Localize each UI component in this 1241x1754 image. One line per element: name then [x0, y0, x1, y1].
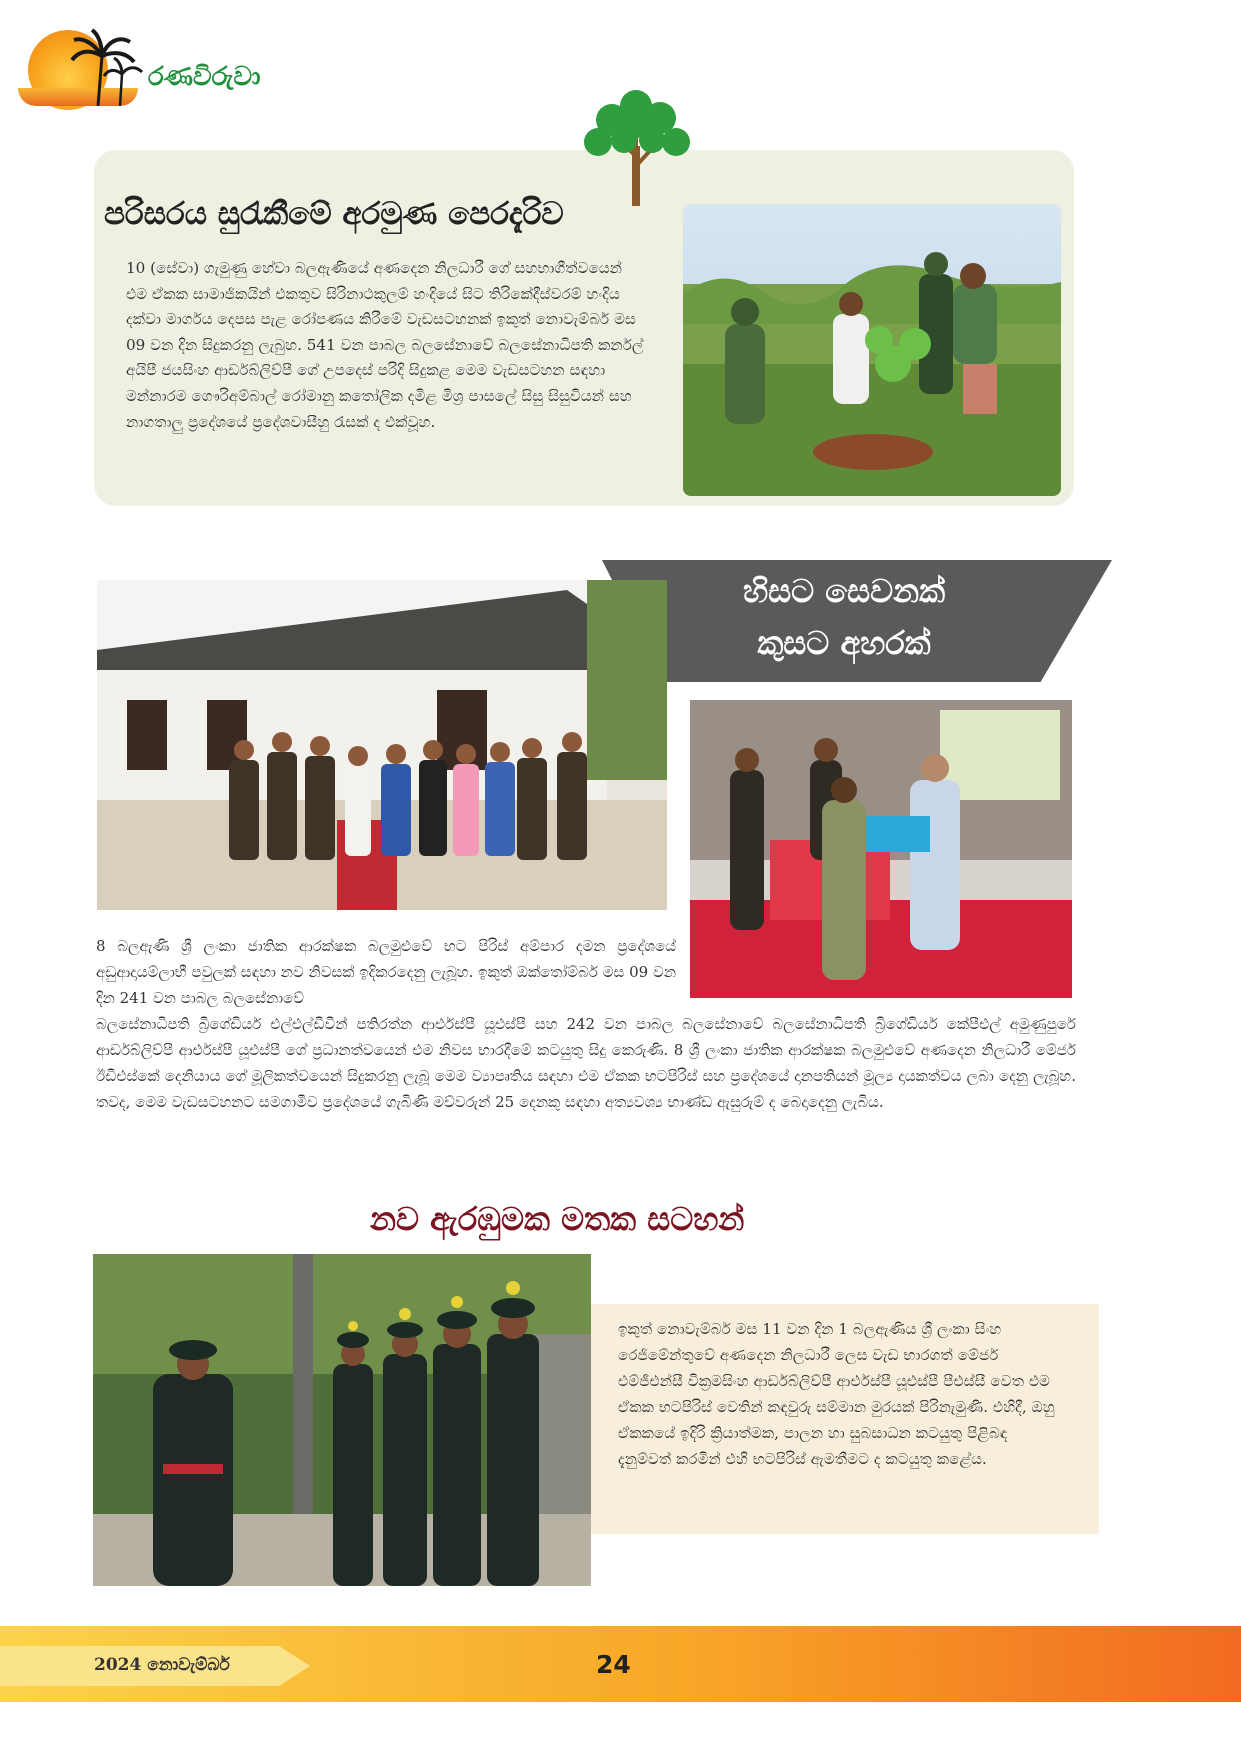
guard-of-honour-photo: [93, 1254, 591, 1586]
palm-tree-icon: [58, 26, 148, 106]
section3-body: ඉකුත් නොවැම්බර් මස 11 වන දින 1 බලඇණිය ශ්‍රී ලංකා සිංහ රෙජිමේන්තුවේ අණදෙන නිලධාරී ලෙස වැඩ භාරගත් මේජර් එම්ජීඑන්සී වික්‍රමසිංහ ආර්ඩබ්ලිව්පී ආර්එස්පී යූඑස්පී පීඑස්සී වෙත එම ඒකක භටපිරිස් වෙතින් කඳවුරු සම්මාන මුරයක් පිරිනැමුණි. එහිදී, ඔහු ඒකකයේ ඉදිරි ක්‍රියාත්මක, පාලන හා සුබසාධන කටයුතු පිළිබඳ දැනුම්වත් කරමින් එහි භටපිරිස් ඇමතීමට ද කටයුතු කළේය.: [618, 1320, 1055, 1468]
section2-body-part1: 8 බලඇණි ශ්‍රී ලංකා ජාතික ආරක්ෂක බලමුළුවේ භට පිරිස් අම්පාර දමන ප්‍රදේශයේ අඩුආදායම්ලාභී පවුලක් සඳහා නව නිවසක් ඉදිකරදෙනු ලැබූහ. ඉකුත් ඔක්තෝම්බර් මස 09 වන දින 241 වන පාබල බලසේනාවේ: [96, 937, 676, 1007]
logo: [18, 26, 261, 116]
tree-planting-photo: [683, 204, 1061, 496]
section2-title-line2: කුසට අහරක්: [757, 624, 931, 662]
section2-title-line1: හිසට සෙවනක්: [742, 572, 946, 610]
section2-body-part2: බලසේනාධිපති බ්‍රිගේඩියර් එල්එල්ඩීවීන් පතිරත්න ආර්එස්පී යූඑස්පී සහ 242 වන පාබල බලසේනාවේ බලසේනාධිපති බ්‍රිගේඩියර් කේපීඑල් අමුණුපුරේ ආර්ඩබ්ලිව්පී ආර්එස්පී යූඑස්පී ගේ ප්‍රධානත්වයෙන් එම නිවස භාරදීමේ කටයුතු සිදු කෙරුණි. 8 ශ්‍රී ලංකා ජාතික ආරක්ෂක බලමුළුවේ අණදෙන නිලධාරී මේජර් ඊඩීඑස්කේ දෙනියාය ගේ මූලිකත්වයෙන් සිදුකරනු ලැබූ මෙම ව්‍යාපෘතිය සඳහා එම ඒකක භටපිරිස් සහ ප්‍රදේශයේ දානපතියන් මූල්‍ය දායකත්වය ලබා දෙනු ලැබූහ. තවද, මෙම වැඩසටහනට සමගාමීව ප්‍රදේශයේ ගැබිණි මව්වරුන් 25 දෙනකු සඳහා අත්‍යවශ්‍ය භාණ්ඩ ඇසුරුම් ද බෙදාදෙනු ලැබිය.: [96, 1015, 1076, 1111]
tree-icon: [572, 86, 702, 206]
goods-donation-photo: [690, 700, 1072, 998]
section3-title: නව ඇරඹුමක මතක සටහන්: [370, 1200, 745, 1238]
logo-text: රණවිරුවා: [148, 62, 261, 92]
footer-date: 2024 නොවැම්බර්: [94, 1655, 230, 1675]
page-number: 24: [596, 1650, 631, 1679]
section1-title: පරිසරය සුරැකීමේ අරමුණ පෙරදැරිව: [104, 196, 564, 232]
section1-body: 10 (සේවා) ගැමුණු හේවා බලඇණියේ අණදෙන නිලධාරී ගේ සහභාගීත්වයෙන් එම ඒකක සාමාජිකයින් එකතුව සිරිනාථකුලම් හංදියේ සිට තිරිකේදීස්වරම් හංදිය දක්වා මාර්ගය දෙපස පැළ රෝපණය කිරීමේ වැඩසටහනක් ඉකුත් නොවැම්බර් මස 09 වන දින සිදුකරනු ලැබුහ. 541 වන පාබල බලසේනාවේ බලසේනාධිපති කර්නල් අයිපී ජයසිංහ ආර්ඩබ්ලිව්පී ගේ උපදෙස් පරිදි සිදුකළ මෙම වැඩසටහන සඳහා මන්නාරම ගෞරිඅම්බාල් රෝමානු කතෝලික දමිළ මිශ්‍ර පාසලේ සිසු සිසුවියන් සහ නාගතාලු ප්‍රදේශයේ ප්‍රදේශවාසීහු රැසක් ද එක්වූහ.: [126, 259, 644, 431]
section2-banner-titles: [674, 562, 1054, 680]
house-handover-photo: [97, 580, 667, 910]
